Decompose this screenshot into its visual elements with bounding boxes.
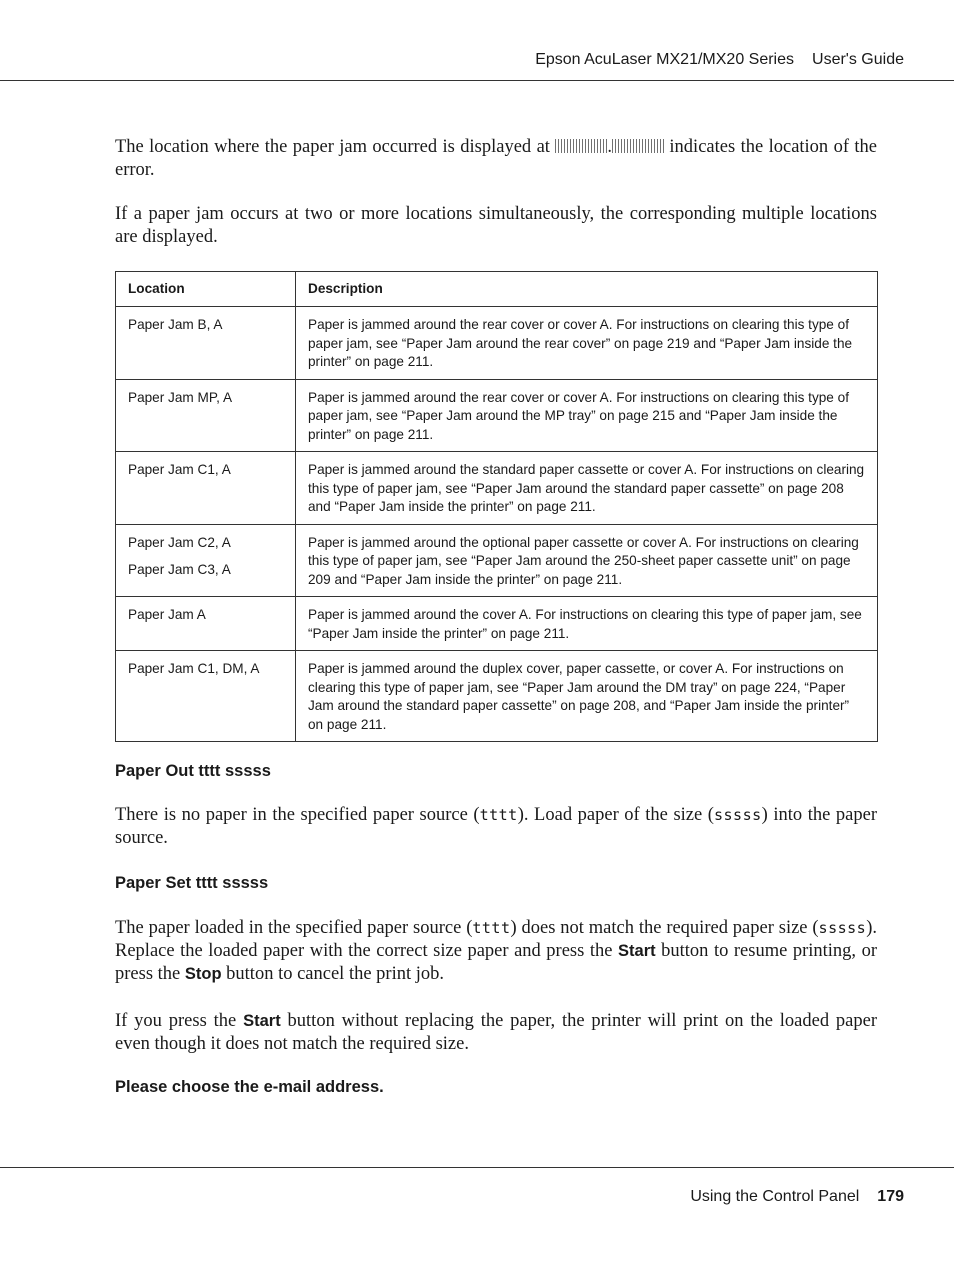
location-cell [116, 452, 296, 525]
description-cell: Paper is jammed around the rear cover or cover A. For instructions on clearing this type of paper jam, see “Paper Jam around the rear cover” on page 219 and “Paper Jam inside the printer” on page 211. [296, 307, 878, 380]
location-cell [116, 597, 296, 651]
size-code: sssss [713, 806, 762, 824]
location-label: Paper Jam A [128, 607, 206, 622]
location-cell [116, 379, 296, 452]
table-row [116, 524, 878, 597]
description-cell: Paper is jammed around the cover A. For instructions on clearing this type of paper jam, see “Paper Jam inside the printer” on page 211. [296, 597, 878, 651]
description-cell: Paper is jammed around the optional paper cassette or cover A. For instructions on clearing this type of paper jam, see “Paper Jam around the 250-sheet paper cassette unit” on page 209 and “Paper Jam inside the printer” on page 211. [296, 524, 878, 597]
text-span: There is no paper in the specified paper source ( [115, 805, 480, 825]
page-number: 179 [877, 1188, 904, 1205]
header-guide: User's Guide [812, 51, 904, 68]
text-span: ). Replace the loaded paper with the correct size paper and press the [115, 918, 877, 961]
intro-paragraph-1 [115, 136, 877, 182]
table-header-location: Location [116, 272, 296, 307]
start-button-label: Start [243, 1012, 281, 1030]
intro-p1-sep: . [607, 137, 612, 157]
table-row [116, 379, 878, 452]
table-row [116, 597, 878, 651]
intro-paragraph-2: If a paper jam occurs at two or more locations simultaneously, the corresponding multiple locations are displayed. [115, 204, 877, 247]
text-span: ) does not match the required paper size ( [510, 918, 819, 938]
location-label: Paper Jam C1, DM, A [128, 661, 260, 676]
jam-location-glyph-icon [555, 139, 607, 153]
description-cell: Paper is jammed around the standard paper cassette or cover A. For instructions on clearing this type of paper jam, see “Paper Jam around the standard paper cassette” on page 208 and “Paper Jam inside the printer” on page 211. [296, 452, 878, 525]
text-span: ). Load paper of the size ( [517, 805, 714, 825]
footer-section: Using the Control Panel [690, 1188, 860, 1205]
jam-location-glyph-icon [612, 139, 664, 153]
text-span: button without replacing the paper, the printer will print on the loaded paper even though it does not match the required size. [115, 1011, 878, 1054]
location-cell [116, 524, 296, 597]
table-header-row [116, 272, 878, 307]
text-span: If you press the [115, 1011, 237, 1031]
size-code: sssss [818, 919, 867, 937]
header-text [535, 51, 904, 69]
table-row [116, 307, 878, 380]
text-span: ) into the paper source. [115, 805, 877, 848]
page-header [0, 0, 954, 81]
paper-set-heading: Paper Set tttt sssss [115, 874, 269, 892]
intro-p1-before: The location where the paper jam occurred is displayed at [115, 137, 550, 157]
location-label: Paper Jam C3, A [128, 562, 231, 577]
location-label: Paper Jam C1, A [128, 462, 231, 477]
description-cell: Paper is jammed around the duplex cover, paper cassette, or cover A. For instructions on clearing this type of paper jam, see “Paper Jam around the DM tray” on page 224, “Paper Jam around the standard paper cassette” on page 208, and “Paper Jam inside the printer” on page 211. [296, 651, 878, 742]
table-row [116, 452, 878, 525]
footer-text [690, 1188, 904, 1206]
location-cell [116, 307, 296, 380]
page-footer [0, 1167, 954, 1228]
location-label: Paper Jam C2, A [128, 534, 231, 550]
location-cell [116, 651, 296, 742]
text-span: The paper loaded in the specified paper source ( [115, 918, 473, 938]
intro-p1-after: indicates the location of the error. [115, 137, 878, 180]
header-product: Epson AcuLaser MX21/MX20 Series [535, 51, 795, 68]
description-cell: Paper is jammed around the rear cover or cover A. For instructions on clearing this type of paper jam, see “Paper Jam around the MP tray” on page 215 and “Paper Jam inside the printer” on page 211. [296, 379, 878, 452]
text-span: button to resume printing, or press the [115, 941, 878, 984]
stop-button-label: Stop [184, 965, 222, 983]
paper-out-heading: Paper Out tttt sssss [115, 762, 271, 780]
source-code: tttt [472, 919, 511, 937]
text-span: button to cancel the print job. [226, 964, 445, 984]
paper-jam-table [115, 271, 878, 742]
table-header-description: Description [296, 272, 878, 307]
email-heading: Please choose the e-mail address. [115, 1078, 384, 1096]
start-button-label: Start [618, 942, 656, 960]
paper-out-paragraph [115, 804, 877, 850]
paper-set-paragraph-1 [115, 917, 877, 986]
table-row [116, 651, 878, 742]
location-label: Paper Jam MP, A [128, 389, 233, 405]
source-code: tttt [479, 806, 518, 824]
paper-set-paragraph-2 [115, 1010, 877, 1056]
location-label: Paper Jam B, A [128, 317, 223, 332]
